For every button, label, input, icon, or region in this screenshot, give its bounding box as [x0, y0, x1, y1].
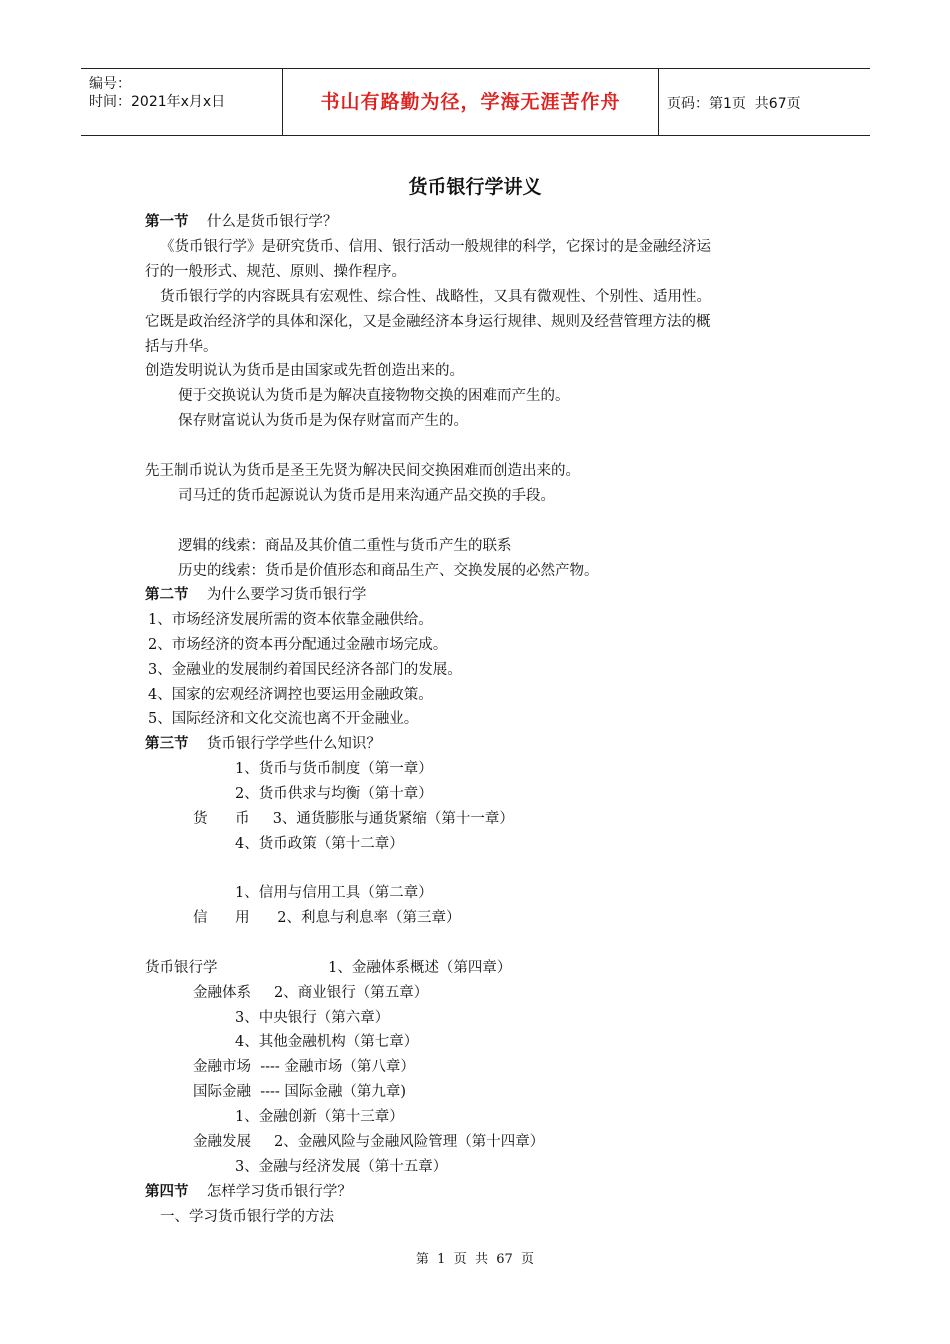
date-line: 时间：2021年x月x日 — [89, 94, 226, 110]
text-line — [235, 834, 404, 854]
section-heading — [145, 585, 366, 605]
header-right-cell — [659, 69, 870, 135]
line-text: 逻辑的线索：商品及其价值二重性与货币产生的联系 — [178, 538, 512, 554]
text-line — [235, 1157, 447, 1177]
section-number: 第一节 — [145, 213, 189, 230]
text-line — [145, 461, 580, 481]
text-line — [148, 610, 433, 630]
text-line — [160, 287, 711, 307]
page-header — [81, 68, 870, 136]
line-text: 国际金融 ---- 国际金融（第九章) — [193, 1084, 407, 1100]
section-number: 第二节 — [145, 586, 189, 603]
text-line — [178, 561, 599, 581]
line-text: 司马迁的货币起源说认为货币是用来沟通产品交换的手段。 — [178, 488, 555, 504]
section-heading — [145, 734, 381, 754]
line-text: 一、学习货币银行学的方法 — [160, 1209, 334, 1225]
line-text: 行的一般形式、规范、原则、操作程序。 — [145, 264, 406, 280]
text-line — [193, 1057, 415, 1077]
line-text: 3、金融与经济发展（第十五章） — [235, 1159, 448, 1175]
line-text: 怎样学习货币银行学？ — [188, 1184, 352, 1200]
line-text: 金融体系 2、商业银行（第五章） — [193, 985, 429, 1001]
text-line — [235, 1008, 389, 1028]
text-line — [145, 361, 464, 381]
text-line — [193, 1082, 406, 1102]
text-line — [178, 536, 512, 556]
text-line — [148, 660, 462, 680]
line-text: 什么是货币银行学？ — [188, 214, 338, 230]
text-line — [193, 809, 514, 829]
line-text: 历史的线索：货币是价值形态和商品生产、交换发展的必然产物。 — [178, 563, 599, 579]
line-text: 信 用 2、利息与利息率（第三章） — [193, 910, 461, 926]
text-line — [145, 312, 711, 332]
text-line — [145, 262, 406, 282]
text-line — [235, 1107, 404, 1127]
text-line — [178, 411, 468, 431]
line-text: 3、金融业的发展制约着国民经济各部门的发展。 — [148, 662, 462, 678]
line-text: 创造发明说认为货币是由国家或先哲创造出来的。 — [145, 363, 464, 379]
text-line — [178, 386, 570, 406]
text-line — [235, 1032, 418, 1052]
text-line — [160, 1207, 334, 1227]
line-text: 它既是政治经济学的具体和深化，又是金融经济本身运行规律、规则及经营管理方法的概 — [145, 314, 711, 330]
line-text: 括与升华。 — [145, 339, 218, 355]
line-text: 3、中央银行（第六章） — [235, 1010, 390, 1026]
text-line — [148, 685, 433, 705]
line-text: 4、国家的宏观经济调控也要运用金融政策。 — [148, 687, 433, 703]
line-text: 1、金融创新（第十三章） — [235, 1109, 404, 1125]
text-line — [160, 237, 711, 257]
line-text: 保存财富说认为货币是为保存财富而产生的。 — [178, 413, 468, 429]
line-text: 为什么要学习货币银行学 — [188, 587, 367, 603]
text-line — [193, 908, 461, 928]
line-text: 货币银行学 1、金融体系概述（第四章） — [145, 960, 512, 976]
text-line — [235, 883, 433, 903]
document-title: 货币银行学讲义 — [408, 176, 542, 198]
line-text: 货币银行学学些什么知识？ — [188, 736, 381, 752]
line-text: 货 币 3、通货膨胀与通货紧缩（第十一章） — [193, 811, 514, 827]
line-text: 货币银行学的内容既具有宏观性、综合性、战略性，又具有微观性、个别性、适用性。 — [160, 289, 711, 305]
line-text: 1、货币与货币制度（第一章） — [235, 761, 433, 777]
text-line — [148, 635, 447, 655]
text-line — [235, 759, 433, 779]
text-line — [178, 486, 555, 506]
section-number: 第三节 — [145, 735, 189, 752]
line-text: 先王制币说认为货币是圣王先贤为解决民间交换困难而创造出来的。 — [145, 463, 580, 479]
line-text: 便于交换说认为货币是为解决直接物物交换的困难而产生的。 — [178, 388, 570, 404]
line-text: 1、市场经济发展所需的资本依靠金融供给。 — [148, 612, 433, 628]
text-line — [193, 1132, 544, 1152]
line-text: 1、信用与信用工具（第二章） — [235, 885, 433, 901]
section-heading — [145, 212, 337, 232]
header-motto: 书山有路勤为径，学海无涯苦作舟 — [320, 91, 621, 113]
text-line — [148, 709, 418, 729]
text-line — [145, 958, 511, 978]
text-line — [193, 983, 428, 1003]
header-left-cell — [81, 69, 283, 135]
line-text: 4、其他金融机构（第七章） — [235, 1034, 419, 1050]
number-label: 编号： — [89, 76, 131, 92]
line-text: 金融发展 2、金融风险与金融风险管理（第十四章） — [193, 1134, 545, 1150]
line-text: 《货币银行学》是研究货币、信用、银行活动一般规律的科学，它探讨的是金融经济运 — [160, 239, 711, 255]
line-text: 金融市场 ---- 金融市场（第八章） — [193, 1059, 415, 1075]
line-text: 2、货币供求与均衡（第十章） — [235, 786, 433, 802]
header-motto-cell — [283, 69, 659, 135]
section-number: 第四节 — [145, 1183, 189, 1200]
line-text: 5、国际经济和文化交流也离不开金融业。 — [148, 711, 419, 727]
text-line — [145, 337, 218, 357]
section-heading — [145, 1182, 352, 1202]
page-info: 页码：第1页 共67页 — [667, 96, 801, 112]
line-text: 4、货币政策（第十二章） — [235, 836, 404, 852]
text-line — [235, 784, 433, 804]
page-footer: 第 1 页 共 67 页 — [415, 1252, 535, 1267]
line-text: 2、市场经济的资本再分配通过金融市场完成。 — [148, 637, 448, 653]
